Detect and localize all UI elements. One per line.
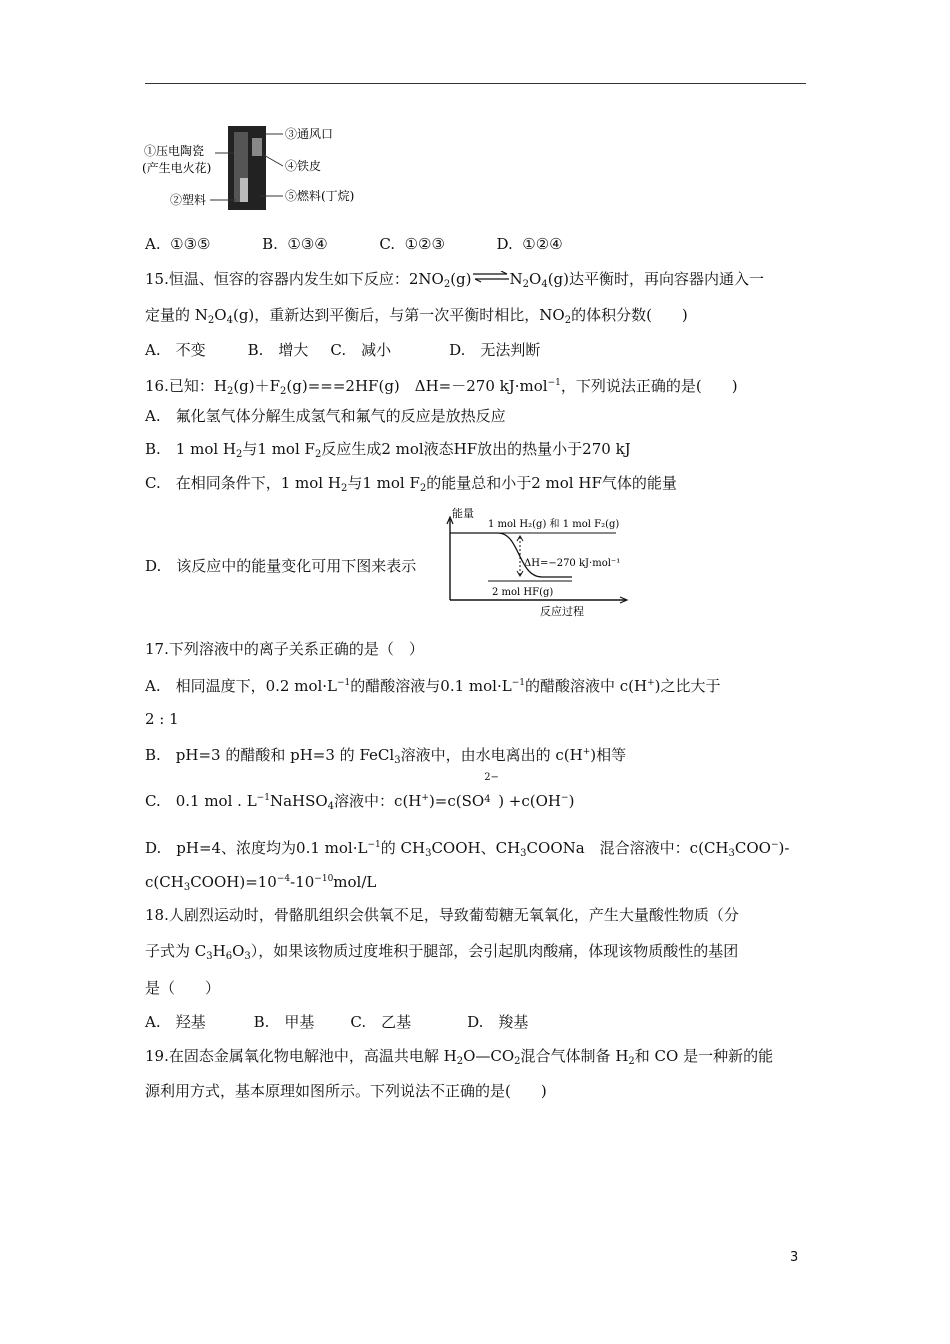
q16-option-d: D. 该反应中的能量变化可用下图来表示 — [145, 557, 417, 575]
q18-option-a: A. 羟基 — [145, 1013, 206, 1031]
igniter-label-1: ①压电陶瓷 — [144, 144, 205, 158]
q17-option-b: B. pH=3 的醋酸和 pH=3 的 FeCl$_3$溶液中，由水电离出的 c(H+)相等 — [145, 746, 627, 766]
q18-number: 18. — [145, 906, 169, 924]
q16-option-b: B. 1 mol $H_2$与1 mol $F_2$反应生成2 mol液态HF放出的热量小于270 kJ — [145, 440, 631, 460]
q14-option-d-letter: D. — [496, 235, 513, 253]
q18-option-c: C. 乙基 — [350, 1013, 412, 1031]
q14-option-d: ①②④ — [522, 235, 563, 253]
header-rule — [145, 83, 806, 84]
q19-stem-line2: 源利用方式，基本原理如图所示。下列说法不正确的是( ) — [145, 1082, 547, 1100]
q14-options — [145, 234, 563, 254]
q15-number: 15. — [145, 270, 169, 288]
q18-stem-line1: 18.人剧烈运动时，骨骼肌组织会供氧不足，导致葡萄糖无氧氧化，产生大量酸性物质（分 — [145, 906, 739, 924]
q15-stem-line2: 定量的 $N_2O_4(g)$，重新达到平衡后，与第一次平衡时相比，$NO_2$的体积分数( ) — [145, 306, 688, 326]
q17-option-a: A. 相同温度下，0.2 $mol\cdot L^{-1}$的醋酸溶液与0.1 $mol\cdot L^{-1}$的醋酸溶液中 c(H+)之比大于 — [145, 677, 721, 695]
energy-y-label: 能量 — [452, 507, 474, 520]
q18-option-b: B. 甲基 — [253, 1013, 315, 1031]
q19-stem-line1: 19.在固态金属氧化物电解池中，高温共电解 $H_2O—CO_2$混合气体制备 $H_2$和 CO 是一种新的能 — [145, 1047, 774, 1067]
igniter-label-1b: (产生电火花) — [142, 161, 212, 175]
igniter-diagram — [140, 118, 380, 218]
q16-option-c: C. 在相同条件下，1 mol $H_2$与1 mol $F_2$的能量总和小于2 mol HF气体的能量 — [145, 474, 677, 494]
q18-options — [145, 1012, 528, 1032]
q14-option-c-letter: C. — [379, 235, 396, 253]
q14-option-b-letter: B. — [262, 235, 278, 253]
igniter-label-5: ⑤燃料(丁烷) — [285, 189, 355, 203]
q14-option-c: ①②③ — [404, 235, 445, 253]
q18-stem-line2: 子式为 $C_3H_6O_3$），如果该物质过度堆积于腿部，会引起肌肉酸痛，体现该物质酸性的基团 — [145, 942, 739, 962]
q17-number: 17. — [145, 640, 169, 658]
q18-option-d: D. 羧基 — [467, 1013, 529, 1031]
q17-option-d: D. pH=4、浓度均为0.1 $mol\cdot L^{-1}$的 $CH_3COOH$、$CH_3COONa$ 混合溶液中：$c(CH_3COO^-)-$ — [145, 839, 790, 859]
q15-options — [145, 340, 540, 360]
q16-number: 16. — [145, 377, 169, 395]
q14-option-a-letter: A. — [145, 235, 161, 253]
q15-option-b: B. 增大 — [247, 341, 309, 359]
sulfate-charge: 2− — [484, 772, 499, 783]
energy-delta-label: ΔH=−270 kJ·mol⁻¹ — [524, 558, 621, 569]
q16-option-a: A. 氟化氢气体分解生成氢气和氟气的反应是放热反应 — [145, 407, 506, 425]
energy-bottom-label: 2 mol HF(g) — [492, 587, 554, 598]
q15-option-d: D. 无法判断 — [449, 341, 541, 359]
q17-option-c: C. 0.1 mol . $L^{-1}NaHSO_4$溶液中：c(H+)=c(SO 2− $^4$ ) +c(OH−) — [145, 788, 574, 817]
igniter-label-4: ④铁皮 — [285, 159, 322, 173]
equilibrium-arrow-icon — [472, 271, 510, 283]
energy-x-label: 反应过程 — [540, 605, 584, 617]
q18-stem-line3: 是（ ） — [145, 979, 221, 997]
q14-option-b: ①③④ — [287, 235, 328, 253]
q15-stem-line1: 15.恒温、恒容的容器内发生如下反应：$2NO_2(g)$ $N_2O_4(g)$达平衡时，再向容器内通入一 — [145, 270, 765, 290]
energy-top-label: 1 mol H₂(g) 和 1 mol F₂(g) — [488, 519, 620, 530]
q16-stem: 16.已知：$H_2(g)+F_2(g)===2HF(g)$ ΔH=－270 kJ·mol$^{-1}$，下列说法正确的是( ) — [145, 377, 738, 397]
q17-option-d-line2: $c(CH_3COOH)=10^{-4}-10^{-10}mol/L$ — [145, 873, 377, 893]
igniter-label-2: ②塑料 — [170, 193, 207, 207]
q15-option-a: A. 不变 — [145, 341, 206, 359]
q15-option-c: C. 减小 — [330, 341, 392, 359]
energy-diagram — [440, 505, 640, 617]
page-number: 3 — [790, 1250, 799, 1265]
q14-option-a: ①③⑤ — [170, 235, 211, 253]
q17-stem: 17.下列溶液中的离子关系正确的是（ ） — [145, 640, 424, 658]
q17-option-a-line2: 2 : 1 — [145, 710, 179, 728]
q19-number: 19. — [145, 1047, 169, 1065]
igniter-label-3: ③通风口 — [285, 127, 334, 141]
